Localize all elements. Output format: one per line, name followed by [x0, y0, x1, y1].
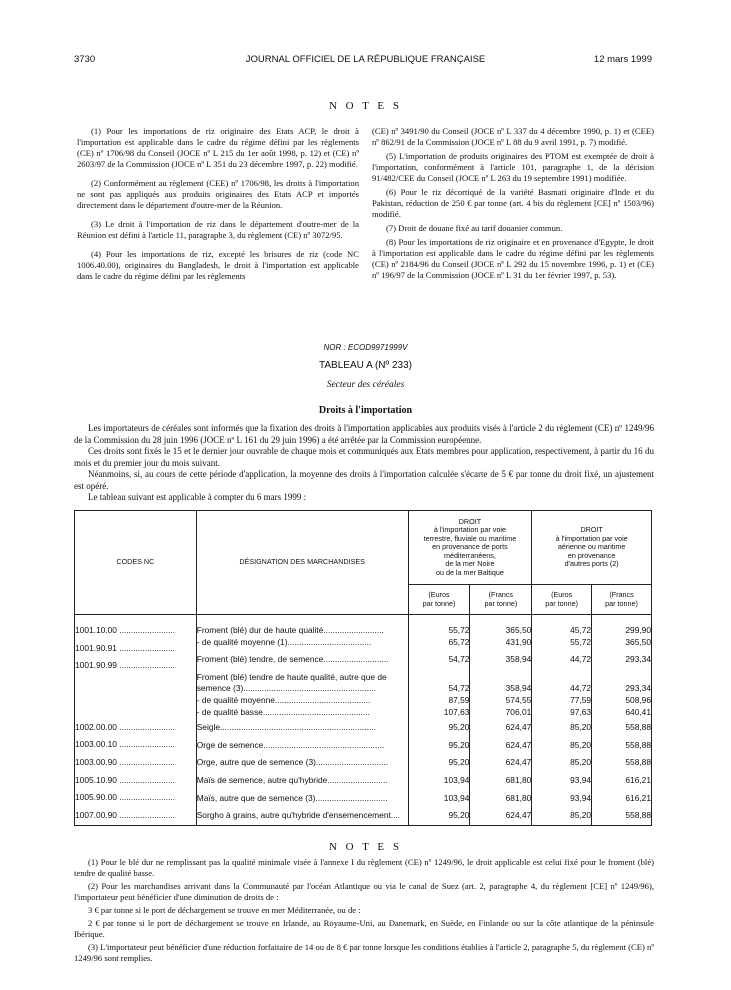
value-cell: 54,72 — [448, 654, 470, 665]
note-paragraph: (7) Droit de douane fixé au tarif douanier commun. — [386, 223, 563, 233]
note-paragraph: (6) Pour le riz décortiqué de la variété Basmati originaire d'Inde et du Pakistan, réduction de 250 € par tonne (art. 4 bis du règlement [CE] nº 1503/96) modifié. — [372, 187, 654, 219]
value-cell: 85,20 — [570, 810, 592, 821]
value-cell: 95,20 — [448, 757, 470, 768]
value-cell: 624,47 — [505, 757, 532, 768]
value-cell: 85,20 — [570, 739, 592, 750]
intro-text — [74, 423, 654, 504]
col-header-droit-med: DROIT à l'importation par voie terrestre, fluviale ou maritime en provenance de ports méditerranéens, de la mer Noire ou de la mer Baltique — [408, 511, 532, 585]
note-paragraph: 2 € par tonne si le port de déchargement se trouve en Irlande, au Royaume-Uni, au Danemark, en Suède, en Finlande ou sur la côte atlantique de la péninsule Ibérique. — [74, 918, 654, 939]
designation-cell: Orge de semence.................................................... — [196, 739, 385, 750]
table-header-row — [75, 511, 652, 585]
code-cell: 1003.00.90 ........................ — [75, 756, 176, 767]
value-cell: 558,88 — [625, 810, 651, 821]
code-cell: 1005.90.00 ........................ — [75, 792, 176, 803]
col-euro-other — [532, 615, 592, 826]
unit-euro-1: (Euros par tonne) — [408, 585, 470, 615]
value-cell: 95,20 — [448, 722, 470, 733]
value-cell: 54,72 87,59 107,63 — [443, 683, 470, 717]
value-cell: 616,21 — [625, 774, 651, 785]
code-cell: 1001.90.99 ........................ — [75, 660, 176, 671]
value-cell: 293,34 — [625, 654, 651, 665]
note-paragraph: (CE) nº 3491/90 du Conseil (JOCE nº L 337 du 4 décembre 1990, p. 1) et (CEE) nº 862/91 de la Commission (JOCE nº L 88 du 9 avril 1991, p. 7) modifié. — [372, 126, 654, 147]
col-header-droit-other: DROIT à l'importation par voie aérienne ou maritime en provenance d'autres ports (2) — [532, 511, 652, 585]
value-cell: 103,94 — [443, 774, 470, 785]
value-cell: 103,94 — [443, 792, 470, 803]
value-cell: 85,20 — [570, 757, 592, 768]
value-cell: 55,72 65,72 — [448, 625, 470, 647]
designation-cell: Froment (blé) tendre de haute qualité, autre que de semence (3)......................................................... - de qualité moyenne......................................... - de qualité basse.............................................. — [196, 671, 387, 717]
value-cell: 44,72 — [570, 654, 592, 665]
intro-paragraph: Néanmoins, si, au cours de cette période d'application, la moyenne des droits à l'importation calculée s'écarte de 5 € par tonne du droit fixé, un ajustement est opéré. — [74, 469, 654, 491]
value-cell: 681,80 — [505, 774, 532, 785]
value-cell: 558,88 — [625, 739, 651, 750]
value-cell: 365,50 431,90 — [505, 625, 532, 647]
value-cell: 358,94 — [505, 654, 532, 665]
col-header-designation: DÉSIGNATION DES MARCHANDISES — [196, 511, 408, 615]
intro-paragraph: Les importateurs de céréales sont informés que la fixation des droits à l'importation applicables aux produits visés à l'article 2 du règlement (CE) nº 1249/96 de la Commission du 28 juin 1996 (JOCE nº L 161 du 29 juin 1996) a été arrêtée par la Commission européenne. — [74, 423, 654, 445]
col-euro-med — [408, 615, 470, 826]
value-cell: 624,47 — [505, 739, 532, 750]
col-header-codes: CODES NC — [75, 511, 197, 615]
tableau-title: TABLEAU A (Nº 233) — [319, 360, 412, 371]
note-paragraph: (1) Pour les importations de riz originaire des Etats ACP, le droit à l'importation est applicable dans le cadre du régime défini par les règlements (CE) nº 1706/98 du Conseil (JOCE nº L 215 du 1er août 1998, p. 12) et (CE) nº 2603/97 de la Commission (JOCE nº L 351 du 23 décembre 1997, p. 22) modifié. — [77, 126, 359, 169]
note-paragraph: (4) Pour les importations de riz, excepté les brisures de riz (code NC 1006.40.00), originaires du Bangladesh, le droit à l'importation est applicable dans le cadre du régime défini par les règlements — [77, 249, 359, 281]
value-cell: 358,94 574,55 706,01 — [505, 683, 532, 717]
note-paragraph: (2) Conformément au règlement (CEE) nº 1706/98, les droits à l'importation ne sont pas appliqués aux produits originaires des Etats ACP et importés directement dans le département d'outre-mer de la Réunion. — [77, 178, 359, 210]
code-cell: 1007.00.90 ........................ — [75, 809, 176, 820]
unit-franc-1: (Francs par tonne) — [470, 585, 532, 615]
intro-paragraph: Le tableau suivant est applicable à compter du 6 mars 1999 : — [88, 492, 307, 502]
value-cell: 558,88 — [625, 722, 651, 733]
droits-title: Droits à l'importation — [318, 405, 413, 416]
journal-title: JOURNAL OFFICIEL DE LA RÉPUBLIQUE FRANÇAISE — [245, 54, 486, 65]
designation-cell: Froment (blé) tendre, de semence............................ — [196, 654, 389, 665]
code-cell: 1003.00.10 ........................ — [75, 739, 176, 750]
value-cell: 95,20 — [448, 810, 470, 821]
value-cell: 299,90 365,50 — [625, 625, 651, 647]
note-paragraph: (3) L'importateur peut bénéficier d'une réduction forfaitaire de 14 ou de 8 € par tonne lorsque les conditions établies à l'article 2, paragraphe 5, du règlement (CE) nº 1249/96 sont remplies. — [74, 942, 654, 963]
notes-title-top: N O T E S — [328, 100, 403, 112]
nor-reference: NOR : ECOD9971999V — [323, 343, 408, 352]
note-paragraph: (3) Le droit à l'importation de riz dans le département d'outre-mer de la Réunion est défini à l'article 11, paragraphe 3, du règlement (CE) nº 3072/95. — [77, 219, 359, 240]
designation-cell: Sorgho à grains, autre qu'hybride d'ensemencement.... — [196, 810, 401, 821]
code-cell: 1005.10.90 ........................ — [75, 774, 176, 785]
value-cell: 616,21 — [625, 792, 651, 803]
notes-left-column — [77, 126, 359, 290]
duties-table — [74, 510, 652, 826]
unit-franc-2: (Francs par tonne) — [592, 585, 652, 615]
value-cell: 93,94 — [570, 792, 592, 803]
code-cell: 1002.00.00 ........................ — [75, 721, 176, 732]
notes-bottom — [74, 857, 654, 966]
designation-cell: Maïs, autre que de semence (3)............................... — [196, 792, 388, 803]
value-cell: 624,47 — [505, 722, 532, 733]
issue-date: 12 mars 1999 — [593, 54, 652, 65]
unit-euro-2: (Euros par tonne) — [532, 585, 592, 615]
col-franc-med — [470, 615, 532, 826]
table-row — [75, 615, 652, 826]
note-paragraph: (2) Pour les marchandises arrivant dans la Communauté par l'océan Atlantique ou via le canal de Suez (art. 2, paragraphe 4, du règlement [CE] nº 1249/96), l'importateur peut bénéficier d'une diminution de droits de : — [74, 881, 654, 902]
value-cell: 93,94 — [570, 774, 592, 785]
row-designations — [196, 615, 408, 826]
note-paragraph: (1) Pour le blé dur ne remplissant pas la qualité minimale visée à l'annexe I du règlement (CE) nº 1249/96, le droit applicable est celui fixé pour le froment (blé) tendre de qualité basse. — [74, 857, 654, 878]
designation-cell: Maïs de semence, autre qu'hybride.......................... — [196, 774, 388, 785]
value-cell: 681,80 — [505, 792, 532, 803]
note-paragraph: (5) L'importation de produits originaires des PTOM est exemptée de droit à l'importation, conformément à l'article 101, paragraphe 1, de la décision 91/482/CEE du Conseil (JOCE nº L 263 du 19 septembre 1991) modifiée. — [372, 151, 654, 183]
note-paragraph: 3 € par tonne si le port de déchargement se trouve en mer Méditerranée, ou de : — [88, 905, 361, 915]
value-cell: 624,47 — [505, 810, 532, 821]
code-cell: 1001.90.91 ........................ — [75, 642, 176, 653]
value-cell: 95,20 — [448, 739, 470, 750]
value-cell: 85,20 — [570, 722, 592, 733]
col-franc-other — [592, 615, 652, 826]
row-codes — [75, 615, 197, 826]
sector-title: Secteur des céréales — [326, 380, 405, 390]
value-cell: 293,34 508,96 640,41 — [625, 683, 651, 717]
designation-cell: Orge, autre que de semence (3)............................... — [196, 757, 389, 768]
page-number: 3730 — [74, 54, 96, 65]
value-cell: 558,88 — [625, 757, 651, 768]
value-cell: 45,72 55,72 — [570, 625, 592, 647]
intro-paragraph: Ces droits sont fixés le 15 et le dernier jour ouvrable de chaque mois et communiqués aux Etats membres pour application, respectivement, à partir du 16 du mois et du premier jour du mois suivant. — [74, 446, 654, 468]
notes-title-bottom: N O T E S — [328, 841, 403, 853]
designation-cell: Froment (blé) dur de haute qualité.......................... - de qualité moyenne (1).................................... — [196, 625, 384, 647]
designation-cell: Seigle................................................................... — [196, 722, 376, 733]
value-cell: 44,72 77,59 97,63 — [570, 683, 592, 717]
note-paragraph: (8) Pour les importations de riz originaire et en provenance d'Egypte, le droit à l'importation est applicable dans le cadre du régime défini par les règlements (CE) nº 2184/96 du Conseil (JOCE nº L 292 du 15 novembre 1996, p. 1) et (CE) nº 196/97 de la Commission (JOCE nº L 31 du 1er février 1997, p. 53). — [372, 237, 654, 280]
code-cell: 1001.10.00 ........................ — [75, 625, 176, 635]
notes-right-column — [372, 126, 654, 284]
